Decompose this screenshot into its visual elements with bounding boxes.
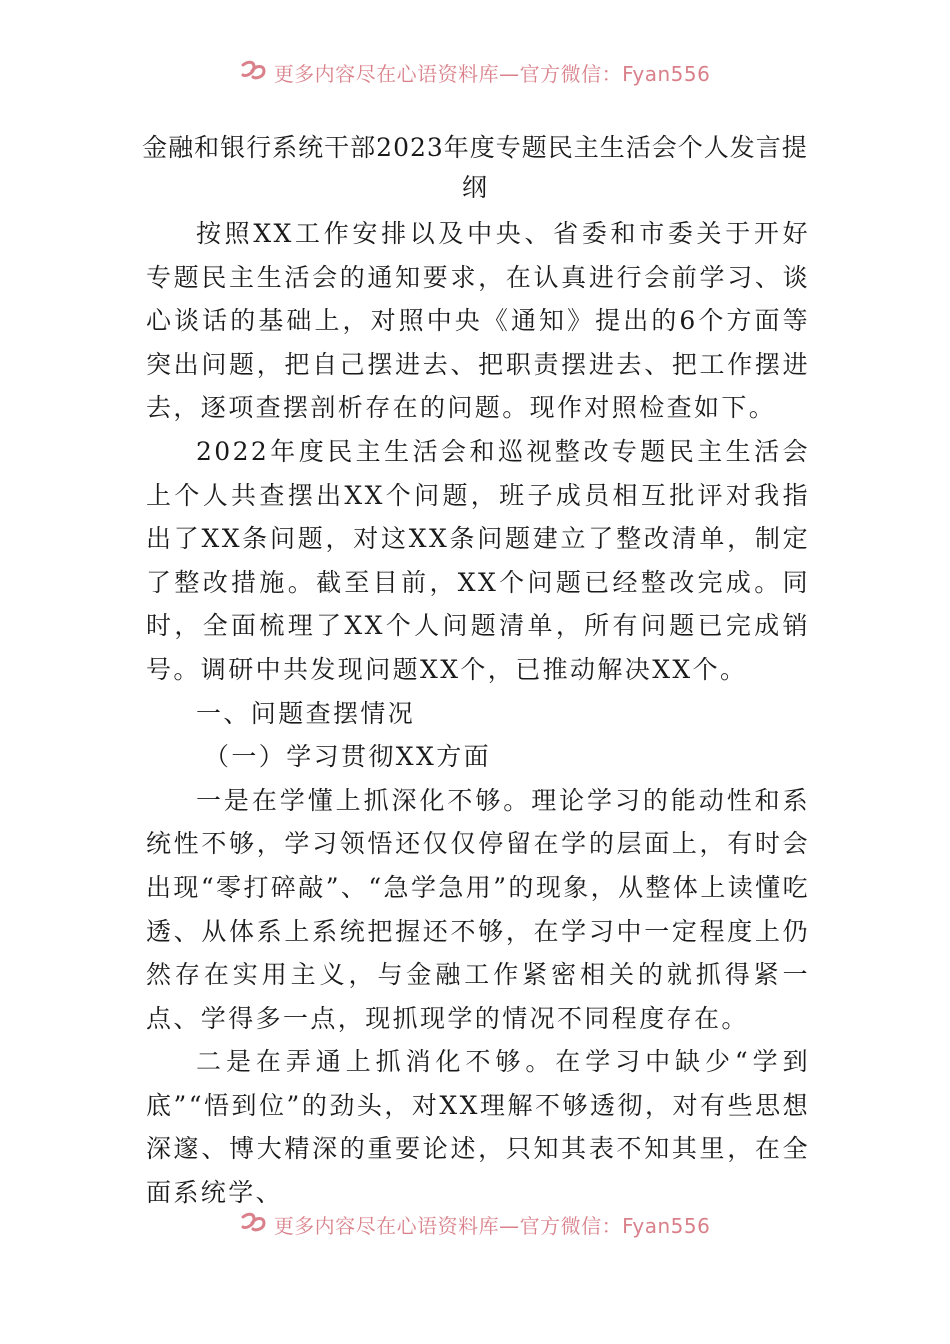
section-heading: 一、问题查摆情况 <box>196 698 416 728</box>
subsection-heading: （一）学习贯彻XX方面 <box>204 742 491 772</box>
watermark-logo-icon <box>240 59 268 86</box>
point-paragraph-1: 一是在学懂上抓深化不够。理论学习的能动性和系统性不够，学习领悟还仅仅停留在学的层面上，有时会出现“零打碎敲”、“急学急用”的现象，从整体上读懂吃透、从体系上系统把握还不够，在学习中一定程度上仍然存在实用主义，与金融工作紧密相关的就抓得紧一点、学得多一点，现抓现学的情况不同程度存在。 <box>146 785 810 1033</box>
review-paragraph: 2022年度民主生活会和巡视整改专题民主生活会上个人共查摆出XX个问题，班子成员相互批评对我指出了XX条问题，对这XX条问题建立了整改清单，制定了整改措施。截至目前，XX个问题已经整改完成。同时，全面梳理了XX个人问题清单，所有问题已完成销号。调研中共发现问题XX个，已推动解决XX个。 <box>146 436 810 684</box>
point-paragraph-2: 二是在弄通上抓消化不够。在学习中缺少“学到底”“悟到位”的劲头，对XX理解不够透彻，对有些思想深邃、博大精深的重要论述，只知其表不知其里，在全面系统学、 <box>146 1047 810 1208</box>
document-title: 金融和银行系统干部2023年度专题民主生活会个人发言提纲 <box>142 133 808 202</box>
footer-watermark <box>0 1210 950 1239</box>
intro-paragraph: 按照XX工作安排以及中央、省委和市委关于开好专题民主生活会的通知要求，在认真进行会前学习、谈心谈话的基础上，对照中央《通知》提出的6个方面等突出问题，把自己摆进去、把职责摆进去、把工作摆进去，逐项查摆剖析存在的问题。现作对照检查如下。 <box>146 219 810 423</box>
watermark-text: 更多内容尽在心语资料库—官方微信：Fyan556 <box>273 1214 711 1238</box>
watermark-logo-icon <box>240 1211 268 1238</box>
header-watermark <box>0 58 950 87</box>
watermark-text: 更多内容尽在心语资料库—官方微信：Fyan556 <box>273 62 711 86</box>
document-body <box>146 212 810 1215</box>
